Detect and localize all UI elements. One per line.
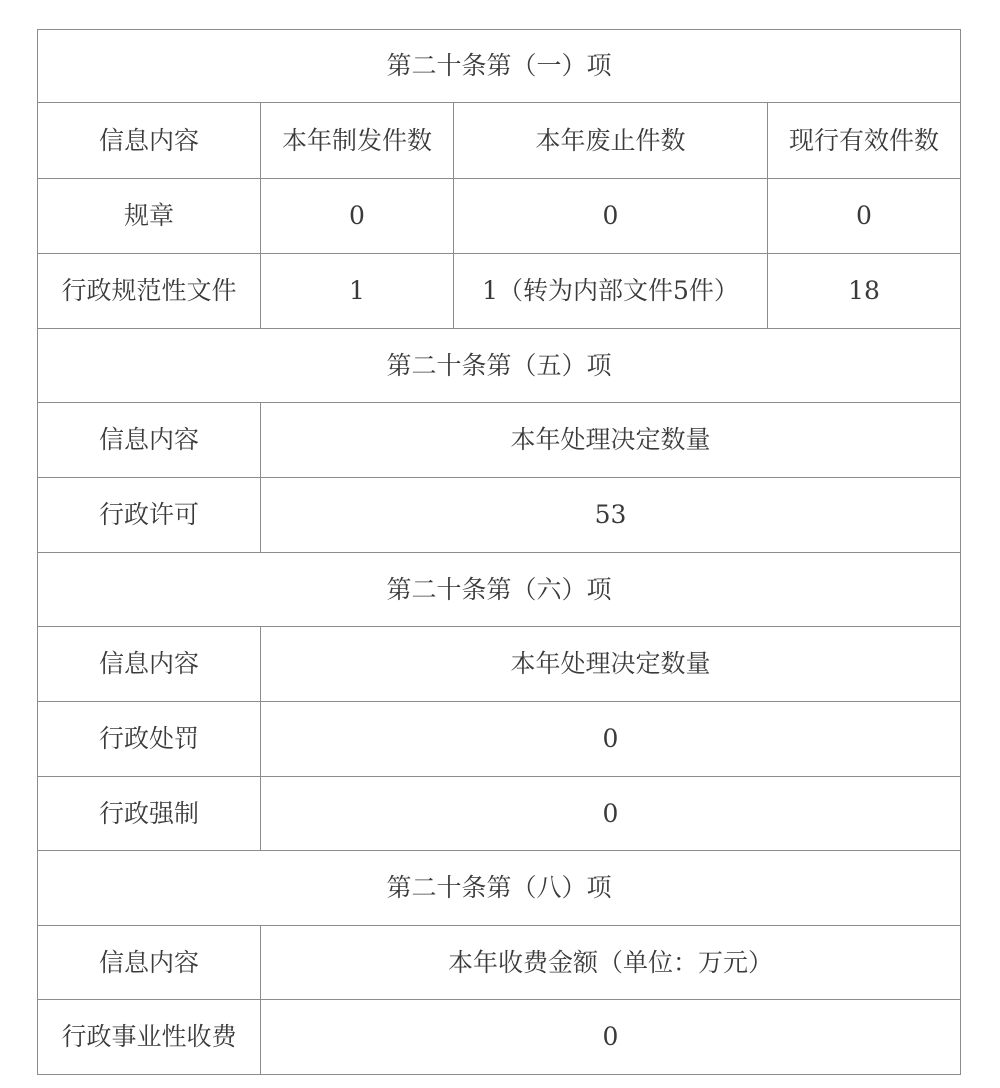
table-header-row <box>38 103 961 179</box>
section-1-title: 第二十条第（一）项 <box>38 30 961 103</box>
row-value: 0 <box>261 1000 961 1075</box>
row-value: 0 <box>261 702 961 777</box>
row-label: 规章 <box>38 179 261 254</box>
header-info-content: 信息内容 <box>38 627 261 702</box>
table-header-row <box>38 403 961 478</box>
row-value: 53 <box>261 478 961 553</box>
header-decision-count: 本年处理决定数量 <box>261 403 961 478</box>
row-label: 行政事业性收费 <box>38 1000 261 1075</box>
section-5-title: 第二十条第（五）项 <box>38 329 961 403</box>
row-label: 行政许可 <box>38 478 261 553</box>
section-8-title: 第二十条第（八）项 <box>38 851 961 926</box>
row-label: 行政处罚 <box>38 702 261 777</box>
abolished-value: 0 <box>454 179 768 254</box>
row-label: 行政规范性文件 <box>38 254 261 329</box>
table-header-row <box>38 627 961 702</box>
header-abolished-count: 本年废止件数 <box>454 103 768 179</box>
row-value: 0 <box>261 777 961 851</box>
header-info-content: 信息内容 <box>38 403 261 478</box>
table-row <box>38 777 961 851</box>
section-title-row <box>38 553 961 627</box>
table-row <box>38 179 961 254</box>
header-decision-count: 本年处理决定数量 <box>261 627 961 702</box>
section-6-title: 第二十条第（六）项 <box>38 553 961 627</box>
abolished-value: 1（转为内部文件5件） <box>454 254 768 329</box>
section-title-row <box>38 851 961 926</box>
row-label: 行政强制 <box>38 777 261 851</box>
section-title-row <box>38 30 961 103</box>
header-info-content: 信息内容 <box>38 103 261 179</box>
issued-value: 1 <box>261 254 454 329</box>
disclosure-table <box>37 29 961 1075</box>
header-valid-count: 现行有效件数 <box>768 103 961 179</box>
table-row <box>38 702 961 777</box>
table-row <box>38 254 961 329</box>
table-row <box>38 478 961 553</box>
header-issued-count: 本年制发件数 <box>261 103 454 179</box>
table-row <box>38 1000 961 1075</box>
valid-value: 18 <box>768 254 961 329</box>
header-fee-amount: 本年收费金额（单位：万元） <box>261 926 961 1000</box>
issued-value: 0 <box>261 179 454 254</box>
table-header-row <box>38 926 961 1000</box>
header-info-content: 信息内容 <box>38 926 261 1000</box>
valid-value: 0 <box>768 179 961 254</box>
section-title-row <box>38 329 961 403</box>
